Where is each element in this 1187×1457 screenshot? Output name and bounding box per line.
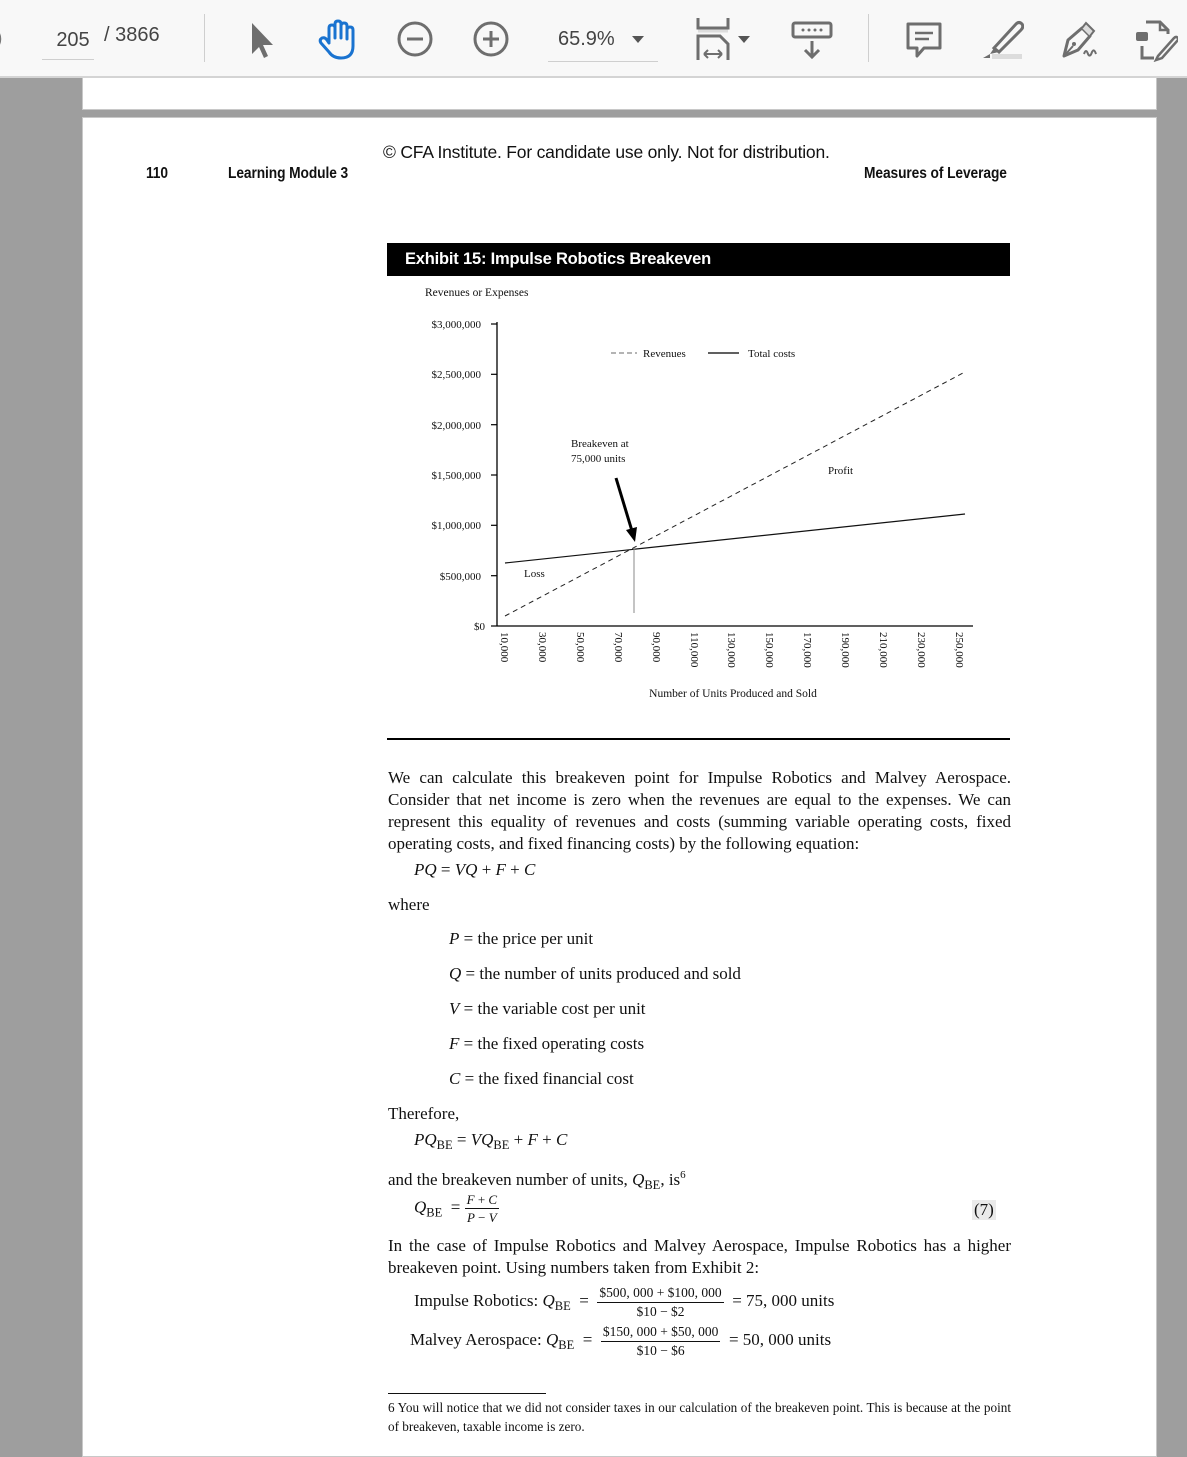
svg-text:250,000: 250,000 (953, 632, 965, 668)
footnote-ref[interactable]: 6 (680, 1169, 686, 1181)
breakeven-arrow-icon (616, 478, 637, 542)
svg-text:10,000: 10,000 (498, 632, 510, 663)
definition-F: F = the fixed operating costs (449, 1034, 645, 1053)
svg-text:110,000: 110,000 (688, 632, 700, 668)
paragraph-breakeven-units: and the breakeven number of units, $Q_{BE}$, $is^6$ (388, 1169, 686, 1192)
equation-7: $Q_{BE}$ = $\frac{F + C}{P - V}$ (414, 1192, 498, 1225)
page-number: 110 (146, 165, 168, 182)
where-label: where (388, 895, 430, 914)
svg-text:30,000: 30,000 (536, 632, 548, 663)
footnote-6: 6 You will notice that we did not consider taxes in our calculation of the breakeven point. This is because at the point of breakeven, taxable income is zero. (388, 1400, 1011, 1434)
definition-Q: Q = the number of units produced and sold (449, 964, 741, 983)
definition-C: C = the fixed financial cost (449, 1069, 634, 1088)
x-tick-labels (498, 632, 965, 668)
section-title: Measures of Leverage (864, 165, 1007, 182)
svg-text:230,000: 230,000 (915, 632, 927, 668)
previous-page-icon[interactable] (0, 24, 6, 54)
svg-text:$3,000,000: $3,000,000 (431, 319, 481, 331)
zoom-in-icon[interactable] (472, 20, 510, 58)
svg-text:$1,000,000: $1,000,000 (431, 520, 481, 532)
svg-text:$2,000,000: $2,000,000 (431, 420, 481, 432)
svg-text:190,000: 190,000 (839, 632, 851, 668)
scroll-mode-icon[interactable] (790, 20, 834, 60)
svg-text:$2,500,000: $2,500,000 (431, 369, 481, 381)
zoom-level-value: 65.9% (558, 28, 615, 50)
therefore-label: Therefore, (388, 1104, 460, 1123)
definition-V: V = the variable cost per unit (449, 999, 646, 1018)
svg-text:$0: $0 (474, 621, 485, 633)
highlight-icon[interactable] (980, 18, 1024, 60)
x-axis-label: Number of Units Produced and Sold (649, 688, 817, 700)
exhibit-title: Exhibit 15: Impulse Robotics Breakeven (387, 243, 1010, 276)
equation-breakeven-identity: PQ = VQ + F + C (414, 860, 536, 879)
svg-text:70,000: 70,000 (612, 632, 624, 663)
chart-legend (611, 348, 795, 360)
breakeven-annotation: Breakeven at (571, 438, 629, 450)
svg-text:150,000: 150,000 (763, 632, 775, 668)
svg-text:$1,500,000: $1,500,000 (431, 470, 481, 482)
hand-tool-icon[interactable] (316, 18, 360, 62)
revenues-line (505, 373, 963, 616)
breakeven-chart (387, 276, 1010, 706)
copyright-notice: © CFA Institute. For candidate use only. Not for distribution. (383, 142, 830, 162)
y-ticks (491, 324, 497, 626)
zoom-level-dropdown[interactable] (548, 18, 658, 62)
calc-malvey-aerospace: Malvey Aerospace: $Q_{BE}$ = $\frac{\$150, 000 + \$50, 000}{\$10 - \$6}$ = 50, 000 units (410, 1324, 832, 1358)
chevron-down-icon (632, 36, 644, 43)
paragraph-intro: We can calculate this breakeven point for Impulse Robotics and Malvey Aerospace. Consider that net income is zero when the revenues are equal to the expenses. We can represent this equality of revenues and costs (summing variable operating costs, fixed operating costs, and fixed financing costs) by the following equation: (388, 768, 1011, 853)
svg-text:210,000: 210,000 (877, 632, 889, 668)
equation-number: (7) (974, 1200, 994, 1219)
zoom-out-icon[interactable] (396, 20, 434, 58)
svg-text:50,000: 50,000 (574, 632, 586, 663)
svg-text:90,000: 90,000 (650, 632, 662, 663)
page-total: / 3866 (104, 24, 160, 46)
comment-icon[interactable] (904, 20, 944, 60)
toolbar-divider (204, 14, 205, 62)
module-title: Learning Module 3 (228, 165, 349, 182)
paragraph-comparison: In the case of Impulse Robotics and Malvey Aerospace, Impulse Robotics has a higher breakeven point. Using numbers taken from Exhibit 2: (388, 1236, 1011, 1277)
edit-pdf-icon[interactable] (1134, 18, 1178, 62)
total-costs-line (505, 514, 965, 563)
equation-breakeven-qbe: $PQ_{BE} = VQ_{BE} + F + C$ (414, 1130, 568, 1152)
fit-page-icon[interactable] (694, 16, 754, 62)
svg-text:130,000: 130,000 (725, 632, 737, 668)
y-tick-labels (432, 319, 486, 633)
pdf-toolbar (0, 0, 1187, 78)
toolbar-divider (868, 14, 869, 62)
svg-text:$500,000: $500,000 (439, 571, 481, 583)
loss-label: Loss (524, 568, 545, 580)
svg-text:170,000: 170,000 (801, 632, 813, 668)
sign-icon[interactable] (1058, 18, 1100, 60)
profit-label: Profit (828, 465, 854, 477)
svg-text:Total costs: Total costs (748, 348, 796, 360)
footnote-divider (388, 1393, 546, 1394)
page-number-input[interactable]: 205 (42, 22, 94, 60)
svg-text:Revenues: Revenues (643, 348, 686, 360)
select-arrow-icon[interactable] (246, 20, 276, 60)
y-axis-label: Revenues or Expenses (425, 287, 529, 299)
previous-page (82, 78, 1157, 110)
breakeven-annotation-units: 75,000 units (571, 453, 626, 465)
calc-impulse-robotics: Impulse Robotics: $Q_{BE}$ = $\frac{\$500, 000 + \$100, 000}{\$10 - \$2}$ = 75, 000 units (414, 1285, 835, 1319)
exhibit-bottom-rule (387, 738, 1010, 740)
definition-P: P = the price per unit (449, 929, 594, 948)
